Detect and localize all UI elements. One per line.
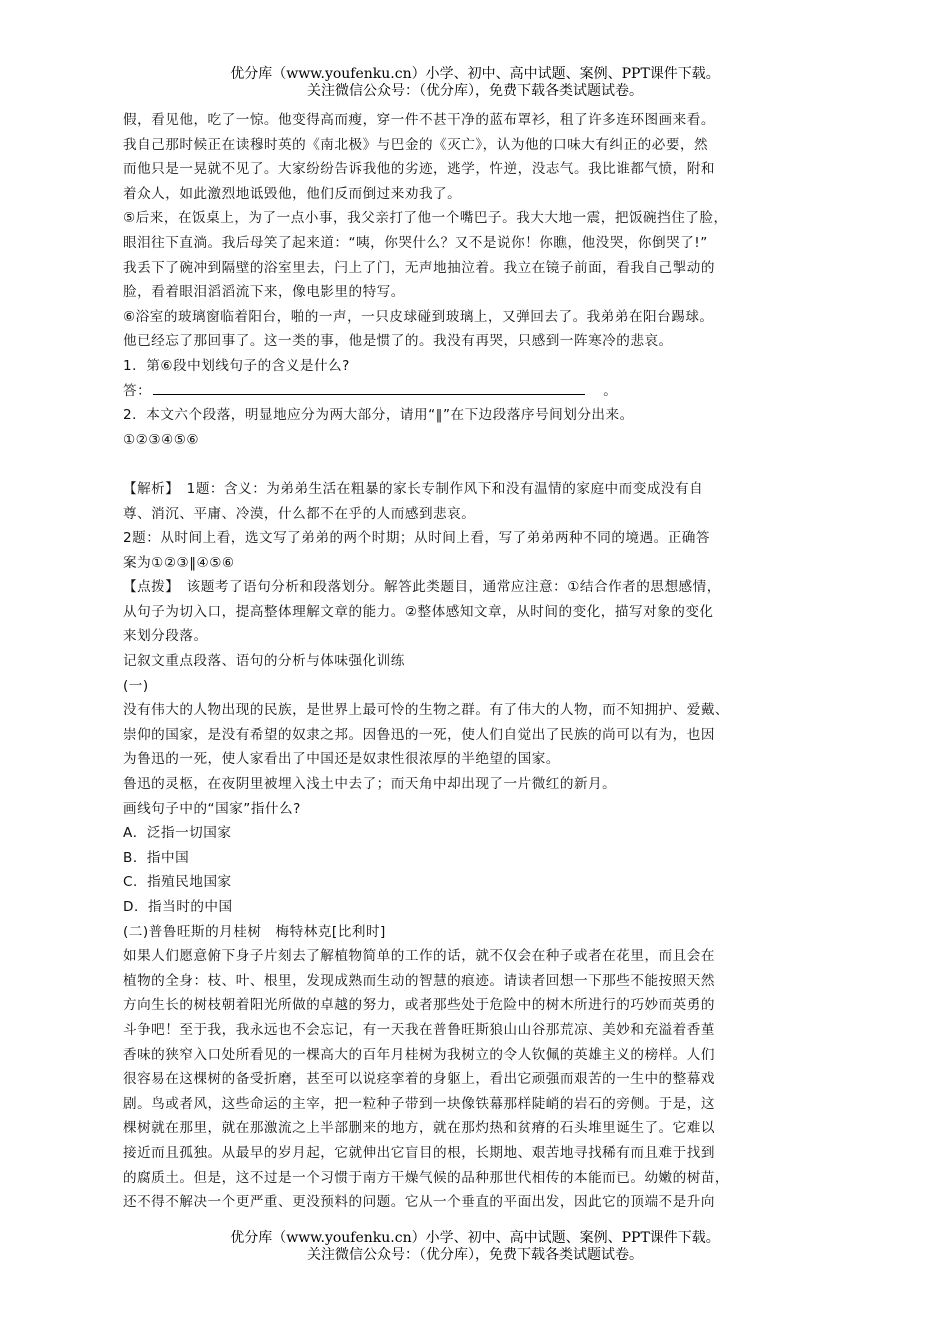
text-line: 接近而且孤独。从最早的岁月起，它就伸出它盲目的根，长期地、艰苦地寻找稀有而且难于找到 bbox=[123, 1144, 715, 1161]
text-line: 【解析】 1题：含义：为弟弟生活在粗暴的家长专制作风下和没有温情的家庭中而变成没有自 bbox=[123, 480, 704, 497]
text-line: 斗争吧！至于我，我永远也不会忘记，有一天我在普鲁旺斯狼山山谷那荒凉、美妙和充溢着香堇 bbox=[123, 1021, 715, 1038]
text-line: 眼泪往下直淌。我后母笑了起来道：“咦，你哭什么？又不是说你！你瞧，他没哭，你倒哭了!” bbox=[123, 234, 708, 251]
text-line: 【点拨】 该题考了语句分析和段落划分。解答此类题目，通常应注意：①结合作者的思想感情， bbox=[123, 579, 721, 596]
document-body bbox=[123, 108, 835, 1215]
text-line: ⑤后来，在饭桌上，为了一点小事，我父亲打了他一个嘴巴子。我大大地一震，把饭碗挡住了脸， bbox=[123, 210, 728, 227]
text-line: 假，看见他，吃了一惊。他变得高而瘦，穿一件不甚干净的蓝布罩衫，租了许多连环图画来看。 bbox=[123, 112, 715, 128]
text-line: 很容易在这棵树的备受折磨，甚至可以说痉挛着的身躯上，看出它顽强而艰苦的一生中的整幕戏 bbox=[123, 1071, 715, 1088]
header-line-1: 优分库（www.youfenku.cn）小学、初中、高中试题、案例、PPT课件下载。 bbox=[230, 66, 720, 82]
text-line: 着众人，如此激烈地诋毁他，他们反而倒过来劝我了。 bbox=[123, 185, 462, 202]
header-line-2: 关注微信公众号：（优分库），免费下载各类试题试卷。 bbox=[307, 83, 643, 99]
text-line: ⑥浴室的玻璃窗临着阳台，啪的一声，一只皮球碰到玻璃上，又弹回去了。我弟弟在阳台踢球。 bbox=[123, 308, 714, 325]
text-line: 鲁迅的灵柩，在夜阴里被埋入浅土中去了；而天角中却出现了一片微红的新月。 bbox=[123, 776, 617, 793]
text-line: 崇仰的国家，是没有希望的奴隶之邦。因鲁迅的一死，使人们自觉出了民族的尚可以有为，也因 bbox=[123, 726, 715, 743]
answer-tail: 。 bbox=[603, 382, 618, 399]
text-line: 我丢下了碗冲到隔壁的浴室里去，闩上了门，无声地抽泣着。我立在镜子前面，看我自己掣动的 bbox=[123, 259, 715, 276]
page-header bbox=[0, 66, 950, 100]
page-footer bbox=[0, 1230, 950, 1264]
text-line: 没有伟大的人物出现的民族，是世界上最可怜的生物之群。有了伟大的人物，而不知拥护、爱戴、 bbox=[123, 702, 730, 719]
answer-line bbox=[123, 379, 835, 404]
paragraph-numbers: ①②③④⑤⑥ bbox=[123, 431, 200, 448]
text-line: 方向生长的树枝朝着阳光所做的卓越的努力，或者那些处于危险中的树木所进行的巧妙而英勇的 bbox=[123, 997, 715, 1014]
text-line: 植物的全身：枝、叶、根里，发现成熟而生动的智慧的痕迹。请读者回想一下那些不能按照天然 bbox=[123, 972, 715, 989]
text-line: 剧。鸟或者风，这些命运的主宰，把一粒种子带到一块像铁幕那样陡峭的岩石的旁侧。于是，这 bbox=[123, 1095, 715, 1112]
option-d[interactable]: D．指当时的中国 bbox=[123, 899, 233, 915]
text-line: 尊、消沉、平庸、冷漠，什么都不在乎的人而感到悲哀。 bbox=[123, 505, 476, 522]
option-c[interactable]: C．指殖民地国家 bbox=[123, 874, 232, 891]
option-a[interactable]: A．泛指一切国家 bbox=[123, 825, 232, 842]
text-line: 的腐质土。但是，这不过是一个习惯于南方干燥气候的品种那世代相传的本能而已。幼嫩的树苗， bbox=[123, 1169, 730, 1186]
text-line: 而他只是一晃就不见了。大家纷纷告诉我他的劣迹，逃学，忤逆，没志气。我比谁都气愤，附和 bbox=[123, 161, 715, 178]
question-1: 1．第⑥段中划线句子的含义是什么? bbox=[123, 357, 350, 374]
question-2: 2．本文六个段落，明显地应分为两大部分，请用“‖”在下边段落序号间划分出来。 bbox=[123, 407, 634, 424]
section-title: (二)普鲁旺斯的月桂树 梅特林克[比利时] bbox=[123, 923, 386, 940]
text-line: 2题：从时间上看，选文写了弟弟的两个时期；从时间上看，写了弟弟两种不同的境遇。正确答 bbox=[123, 530, 710, 547]
text-line: 我自己那时候正在读穆时英的《南北极》与巴金的《灭亡》，认为他的口味大有纠正的必要，然 bbox=[123, 136, 709, 153]
text-line: 从句子为切入口，提高整体理解文章的能力。②整体感知文章，从时间的变化，描写对象的变化 bbox=[123, 603, 714, 620]
text-line: 他已经忘了那回事了。这一类的事，他是惯了的。我没有再哭，只感到一阵寒冷的悲哀。 bbox=[123, 333, 673, 350]
answer-label: 答： bbox=[123, 382, 152, 399]
section-number: (一) bbox=[123, 677, 149, 694]
text-line: 香味的狭窄入口处所看见的一棵高大的百年月桂树为我树立的令人钦佩的英雄主义的榜样。人们 bbox=[123, 1046, 715, 1063]
spacer bbox=[123, 452, 835, 477]
question: 画线句子中的“国家”指什么? bbox=[123, 800, 301, 817]
section-title: 记叙文重点段落、语句的分析与体味强化训练 bbox=[123, 653, 405, 670]
answer-blank[interactable] bbox=[153, 380, 585, 395]
footer-line-1: 优分库（www.youfenku.cn）小学、初中、高中试题、案例、PPT课件下载。 bbox=[230, 1230, 720, 1246]
text-line: 案为①②③‖④⑤⑥ bbox=[123, 554, 235, 571]
text-line: 为鲁迅的一死，使人家看出了中国还是奴隶性很浓厚的半绝望的国家。 bbox=[123, 751, 560, 768]
text-line: 脸，看着眼泪滔滔流下来，像电影里的特写。 bbox=[123, 284, 405, 301]
footer-line-2: 关注微信公众号：（优分库），免费下载各类试题试卷。 bbox=[307, 1247, 643, 1263]
option-b[interactable]: B．指中国 bbox=[123, 849, 190, 866]
text-line: 来划分段落。 bbox=[123, 628, 208, 645]
text-line: 还不得不解决一个更严重、更没预料的问题。它从一个垂直的平面出发，因此它的顶端不是升向 bbox=[123, 1194, 715, 1211]
text-line: 如果人们愿意俯下身子片刻去了解植物简单的工作的话，就不仅会在种子或者在花里，而且会在 bbox=[123, 948, 715, 965]
text-line: 棵树就在那里，就在那激流之上半部删来的地方，就在那灼热和贫瘠的石头堆里诞生了。它难以 bbox=[123, 1120, 715, 1137]
